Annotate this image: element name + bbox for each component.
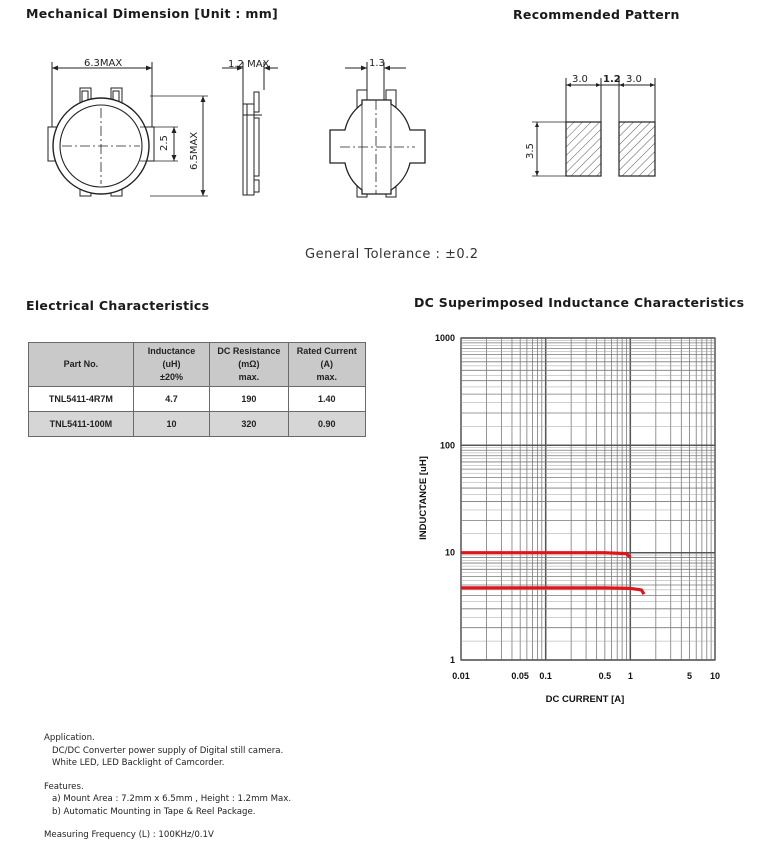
cell-resistance: 320 bbox=[210, 412, 288, 437]
y-tick-label: 1000 bbox=[434, 333, 455, 343]
x-axis-label: DC CURRENT [A] bbox=[545, 694, 625, 705]
header-part-no: Part No. bbox=[29, 343, 134, 387]
dc-superimposed-heading: DC Superimposed Inductance Characteristics bbox=[414, 295, 745, 310]
x-tick-label: 1 bbox=[627, 671, 633, 681]
features-title: Features. bbox=[44, 781, 84, 792]
table-row bbox=[29, 412, 366, 437]
x-tick-label: 5 bbox=[687, 671, 693, 681]
electrical-characteristics-table bbox=[28, 342, 366, 437]
x-tick-label: 0.5 bbox=[598, 671, 612, 681]
cell-part: TNL5411-4R7M bbox=[29, 387, 134, 412]
features-line: a) Mount Area : 7.2mm x 6.5mm , Height : 1.2mm Max. bbox=[52, 794, 292, 804]
header-dc-resistance: DC Resistance (mΩ) max. bbox=[210, 343, 288, 387]
cell-inductance: 4.7 bbox=[133, 387, 210, 412]
lead-width-label: 1.3 bbox=[369, 58, 385, 69]
cell-resistance: 190 bbox=[210, 387, 288, 412]
y-tick-label: 100 bbox=[439, 440, 455, 451]
table-row bbox=[29, 387, 366, 412]
x-tick-label: 0.05 bbox=[511, 671, 529, 681]
x-tick-label: 0.01 bbox=[452, 671, 470, 681]
pad-gap-label: 1.2 bbox=[603, 74, 621, 85]
cell-current: 0.90 bbox=[288, 412, 365, 437]
cell-inductance: 10 bbox=[133, 412, 210, 437]
pad-width-2-label: 3.0 bbox=[626, 74, 642, 85]
front-view-drawing bbox=[48, 62, 208, 196]
y-tick-label: 10 bbox=[444, 547, 455, 558]
dc-superimposed-chart bbox=[400, 320, 740, 720]
electrical-characteristics-heading: Electrical Characteristics bbox=[26, 298, 210, 313]
pad-height-label: 3.5 bbox=[525, 143, 536, 159]
table-header-row bbox=[29, 343, 366, 387]
bottom-view-drawing bbox=[330, 62, 425, 197]
center-dim-label: 2.5 bbox=[159, 135, 170, 151]
application-line: DC/DC Converter power supply of Digital still camera. bbox=[52, 745, 284, 756]
chart-grid bbox=[461, 338, 715, 660]
general-tolerance: General Tolerance : ±0.2 bbox=[305, 247, 479, 262]
measuring-frequency: Measuring Frequency (L) : 100KHz/0.1V bbox=[44, 830, 214, 840]
side-view-drawing bbox=[222, 62, 278, 195]
application-line: White LED, LED Backlight of Camcorder. bbox=[52, 758, 225, 768]
y-axis-label: INDUCTANCE [uH] bbox=[418, 456, 429, 540]
x-tick-label: 10 bbox=[709, 671, 721, 681]
plot-area bbox=[461, 338, 715, 660]
notes-block bbox=[44, 732, 464, 842]
cell-part: TNL5411-100M bbox=[29, 412, 134, 437]
x-tick-label: 0.1 bbox=[539, 671, 552, 681]
mechanical-dimension-heading: Mechanical Dimension [Unit : mm] bbox=[26, 6, 279, 21]
header-rated-current: Rated Current (A) max. bbox=[288, 343, 365, 387]
cell-current: 1.40 bbox=[288, 387, 365, 412]
recommended-pattern-heading: Recommended Pattern bbox=[513, 7, 680, 22]
height-max-label: 6.5MAX bbox=[189, 131, 200, 170]
header-inductance: Inductance (uH) ±20% bbox=[133, 343, 210, 387]
thickness-max-label: 1.2 MAX bbox=[228, 59, 270, 70]
mechanical-drawing bbox=[0, 0, 759, 240]
recommended-pattern-drawing bbox=[532, 78, 655, 176]
application-title: Application. bbox=[44, 733, 95, 743]
width-max-label: 6.3MAX bbox=[84, 58, 123, 69]
features-line: b) Automatic Mounting in Tape & Reel Package. bbox=[52, 806, 256, 817]
y-tick-label: 1 bbox=[449, 655, 455, 665]
pad-width-1-label: 3.0 bbox=[572, 74, 588, 85]
